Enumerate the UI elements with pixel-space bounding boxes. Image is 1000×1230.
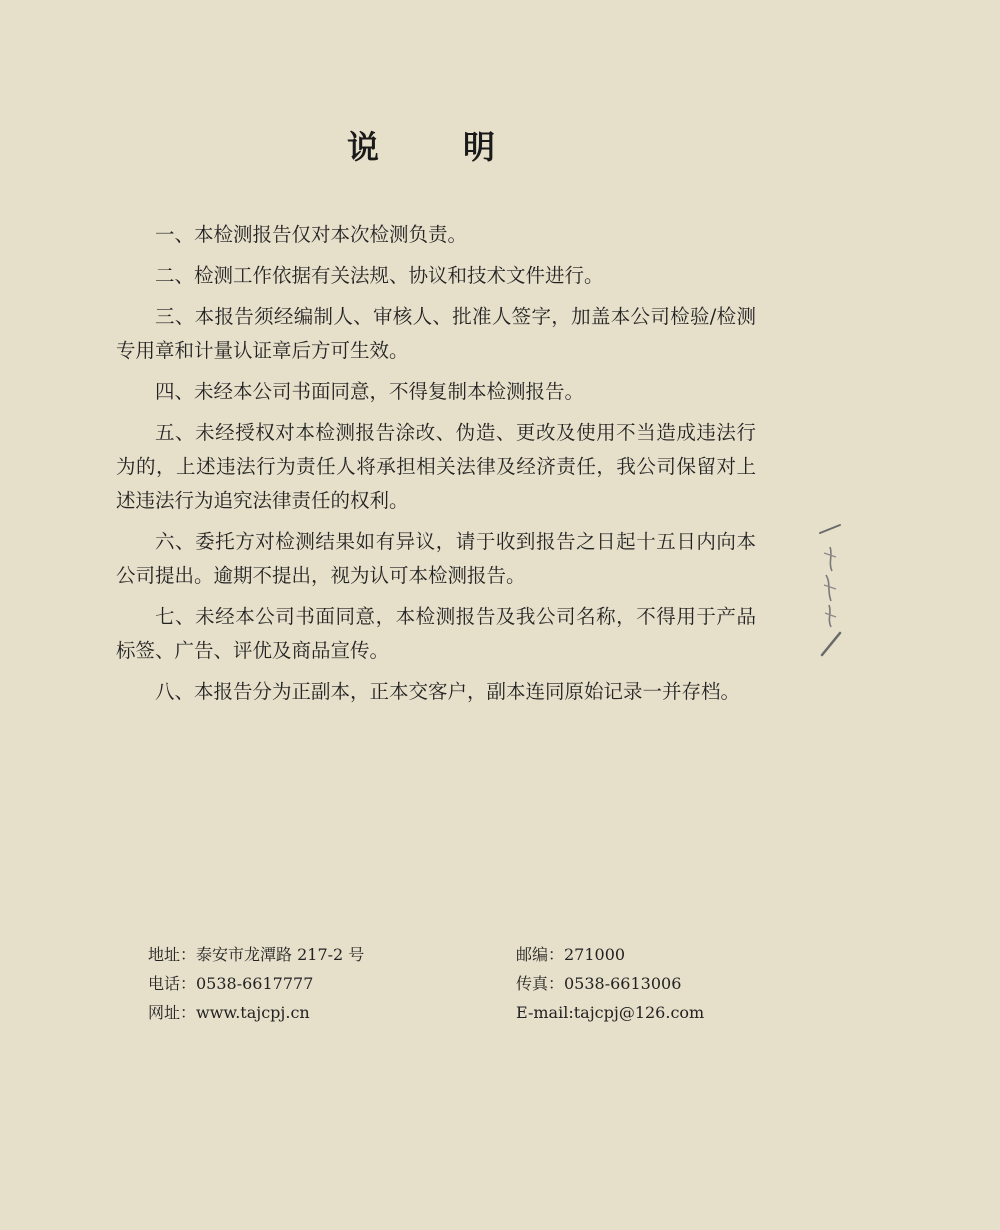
phone-text: 电话：0538-6617777 [148, 974, 314, 993]
page-title: 说 明 [346, 128, 521, 166]
note-item-2: 二、检测工作依据有关法规、协议和技术文件进行。 [155, 264, 604, 287]
note-item-8: 八、本报告分为正副本，正本交客户，副本连同原始记录一并存档。 [155, 680, 741, 703]
notes-body [116, 218, 756, 716]
note-item-4: 四、未经本公司书面同意，不得复制本检测报告。 [155, 380, 585, 403]
note-item-6: 六、委托方对检测结果如有异议，请于收到报告之日起十五日内向本公司提出。逾期不提出，视为认可本检测报告。 [116, 530, 756, 587]
seal-stamp-mark [800, 505, 890, 665]
contact-info [148, 940, 708, 1027]
note-item-1: 一、本检测报告仅对本次检测负责。 [155, 223, 468, 246]
note-item-3: 三、本报告须经编制人、审核人、批准人签字，加盖本公司检验/检测专用章和计量认证章后方可生效。 [116, 305, 756, 362]
contact-row [148, 969, 708, 998]
note-item-7: 七、未经本公司书面同意，本检测报告及我公司名称，不得用于产品标签、广告、评优及商品宣传。 [116, 605, 756, 662]
note-item-5: 五、未经授权对本检测报告涂改、伪造、更改及使用不当造成违法行为的，上述违法行为责任人将承担相关法律及经济责任，我公司保留对上述违法行为追究法律责任的权利。 [116, 421, 756, 512]
address-text: 地址：泰安市龙潭路 217-2 号 [148, 945, 365, 964]
postcode-text: 邮编：271000 [516, 945, 626, 964]
email-text: E-mail:tajcpj@126.com [516, 1003, 705, 1022]
contact-row [148, 940, 708, 969]
fax-text: 传真：0538-6613006 [516, 974, 682, 993]
website-text: 网址：www.tajcpj.cn [148, 1003, 310, 1022]
contact-row [148, 998, 708, 1027]
